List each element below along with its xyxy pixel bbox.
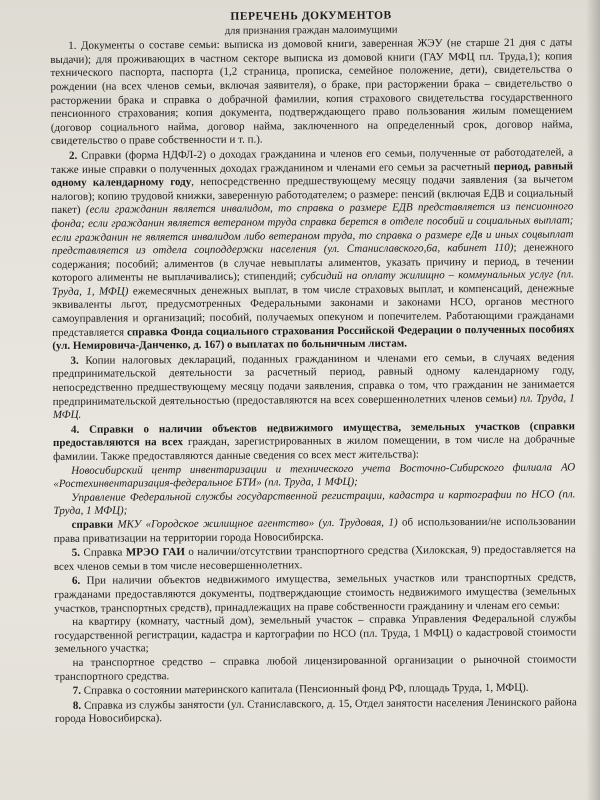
item-4: 4. Справки о наличии объектов недвижимого имущества, земельных участков (справки предоставляются на всех граждан, зарегистрированных в жилом помещении, в том числе на добрачные фамилии. Также предоставляются данные сведения со всех мест жительства): xyxy=(52,420,576,463)
item-7: 7. Справка о состоянии материнского капитала (Пенсионный фонд РФ, площадь Труда, 1, МФЦ). xyxy=(72,681,529,697)
page-edge-shadow xyxy=(586,0,600,800)
item-6-vehicle: на транспортное средство – справка любой лицензированной организации о рыночной стоимости транспортного средства. xyxy=(54,653,577,683)
document-content xyxy=(50,8,577,727)
item-6: 6. При наличии объектов недвижимого имущества, земельных участков или транспортных средств, гражданами предоставляются документы, подтверждающие стоимость недвижимого имущества (земельных участков, транспортных средств), принадлежащих на праве собственности гражданину и членам его семьи: xyxy=(54,571,577,615)
item-3: 3. Копии налоговых деклараций, поданных гражданином и членами его семьи, в случаях ведения предпринимательской деятельности за расчетный период, равный одному календарному году, непосредственно предшествующему месяцу подачи заявления, справка о том, что гражданин не занимается предпринимательской деятельностью (предоставляются на всех совершеннолетних членов семьи) пл. Труда, 1 МФЦ. xyxy=(52,351,575,422)
item-6-realty: на квартиру (комнату, частный дом), земельный участок – справка Управления Федеральной службы государственной регистрации, кадастра и картографии по НСО (пл. Труда, 1 МФЦ) о кадастровой стоимости земельного участка; xyxy=(54,612,577,656)
item-4-gja: справки МКУ «Городское жилищное агентство» (ул. Трудовая, 1) об использовании/не использовании права приватизации на территории города Новосибирска. xyxy=(53,515,576,545)
item-1: 1. Документы о составе семьи: выписка из домовой книги, заверенная ЖЭУ (не старше 21 дня с даты выдачи); для проживающих в частном секторе выписка из домовой книги (ГАУ МФЦ пл. Труда,1); копия технического паспорта, паспорта (1,2 страница, прописка, семейное положение, дети), свидетельства о рождении (на всех членов семьи, включая заявителя), о браке, при расторжении брака – свидетельство о расторжении брака и справка о добрачной фамилии, копия страхового свидетельства государственного пенсионного страхования; копия документа, подтверждающего право пользования жилым помещением (договор социального найма, договор найма, заключенного на определенный срок, договор найма, свидетельство о праве собственности и т. п.). xyxy=(50,36,573,148)
document-subtitle: для признания граждан малоимущими xyxy=(224,24,398,37)
item-5: 5. Справка МРЭО ГАИ о наличии/отсутствии транспортного средства (Хилокская, 9) предоставляется на всех членов семьи в том числе несовершеннолетних. xyxy=(53,543,576,573)
item-4-bti: Новосибирский центр инвентаризации и технического учета Восточно-Сибирского филиала АО «Ростехинвентаризация-федеральное БТИ» (пл. Труда, 1 МФЦ); xyxy=(53,460,576,491)
document-title: ПЕРЕЧЕНЬ ДОКУМЕНТОВ xyxy=(230,9,392,23)
item-2: 2. Справки (форма НДФЛ-2) о доходах гражданина и членов его семьи, полученные от работодателей, а также иные справки о полученных доходах гражданином и членами его семьи за расчетный период, равный одному календарному году, непосредственно предшествующему месяцу подачи заявления (за вычетом налогов); копию трудовой книжки, заверенную работодателем; о размере: пенсий (включая ЕДВ и социальный пакет) (если гражданин является инвалидом, то справка о размере ЕДВ представляется из пенсионного фонда; если гражданин является ветераном труда справка берется в отделе пособий и социальных выплат; если гражданин не является инвалидом либо ветераном труда, то справка о размере еДв и иных соцвыплат представляется из отдела соцподдержки населения (ул. Станиславского,6а, кабинет 110); денежного содержания; пособий; алиментов (в случае невыплаты алиментов, указать причину и период, в течении которого алименты не выплачивались); стипендий; субсидий на оплату жилищно – коммунальных услуг (пл. Труда, 1, МФЦ) ежемесячных денежных выплат, в том числе страховых выплат, и компенсаций, денежные эквиваленты льгот, предусмотренных Федеральными законами и законами НСО, органов местного самоуправления и организаций; пособий, получаемых опекуном и попечителем. Работающими гражданами представляется справка Фонда социального страхования Российской Федерации о полученных пособиях (ул. Немировича-Данченко, д. 167) о выплатах по больничным листам. xyxy=(51,146,575,353)
item-4-rosreestr: Управление Федеральной службы государственной регистрации, кадастра и картографии по НСО (пл. Труда, 1 МФЦ); xyxy=(53,488,576,518)
item-8: 8. Справка из службы занятости (ул. Станиславского, д. 15, Отдел занятости населения Ленинского района города Новосибирска). xyxy=(54,696,577,726)
